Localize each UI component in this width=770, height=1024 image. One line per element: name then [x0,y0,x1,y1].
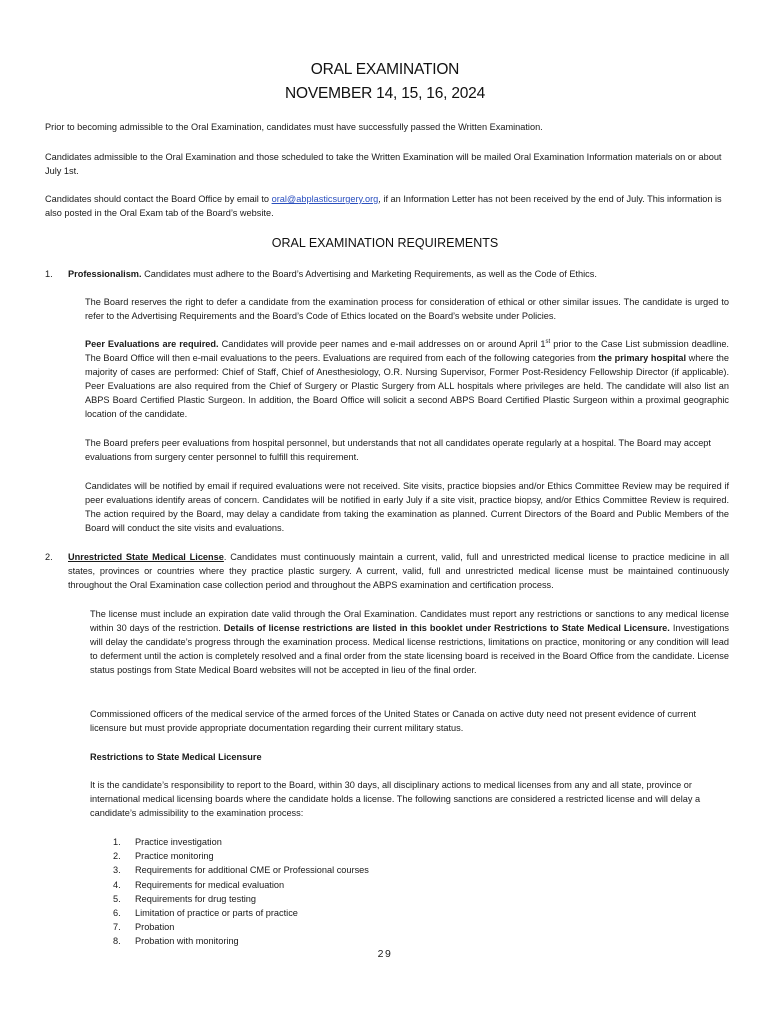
list-item: 1. Practice investigation [113,837,222,847]
peer-superscript: st [545,338,551,345]
item-1-text: Candidates must adhere to the Board’s Advertising and Marketing Requirements, as well as the Code of Ethics. [141,269,597,279]
intro-p3-text-b: , if an Information Letter has not been received by the end of July. This information is also posted in the Oral Exam tab of the Board’s website. [45,194,722,218]
list-item: 2. Practice monitoring [113,851,214,862]
license-details-bold: Details of license restrictions are listed in this booklet under Restrictions to State Medical Licensure. [223,623,670,633]
page-title: ORAL EXAMINATION [310,61,460,78]
notification-paragraph: Candidates will be notified by email if required evaluations were not received. Site visits, practice biopsies and/or Ethics Committee Review may be required if peer evaluations identify areas of concern. Candidates will be notified in early July if a site visit, practice biopsy, and/or Ethics Committee Review is required. The action required by the Board, may delay a candidate from taking the examination as planned. Current Directors of the Board and Public Members of the Board will conduct the site visits and evaluations. [85,481,729,533]
hospital-personnel-paragraph: The Board prefers peer evaluations from hospital personnel, but understands that not all candidates operate regularly at a hospital. The Board may accept evaluations from surgery center personnel to fulfill this requirement. [85,438,711,462]
license-text-b: Investigations will delay the candidate’s progress through the examination process. Medical license restrictions, limitations on practice, monitoring or any condition will lead to deferment until the action is completely resolved and a final order from the state licensing board is received in the Board Office from the candidate. License status postings from State Medical Board websites will not be accepted in lieu of the final order. [90,623,729,675]
list-item: 7. Probation [113,922,175,933]
page-number: 29 [377,948,393,960]
peer-text-c: where the majority of cases are performed: Chief of Staff, Chief of Anesthesiology, O.R. Nursing Supervisor, Former Post-Residency Fellowship Director (if applicable). Peer Evaluations are also required from the Chief of Surgery or Plastic Surgery from ALL hospitals where privileges are held. The candidate will also list an ABPS Board Certified Plastic Surgeon. In addition, the Board Office will solicit a second ABPS Board Certified Plastic Surgeon within a proximal geographic location of the candidate. [85,353,729,419]
intro-paragraph-3 [45,192,735,220]
peer-text-a: Candidates will provide peer names and e-mail addresses on or around April 1 [218,339,546,349]
peer-evaluations-heading: Peer Evaluations are required. [85,339,219,349]
item-2-heading: Unrestricted State Medical License [68,552,224,562]
list-item: 6. Limitation of practice or parts of practice [113,907,298,918]
military-paragraph: Commissioned officers of the medical service of the armed forces of the United States or Canada on active duty need not present evidence of current licensure but must provide appropriate documentation regarding their current military status. [90,709,697,733]
item-2-license [68,550,729,592]
intro-paragraph-2: Candidates admissible to the Oral Examination and those scheduled to take the Written Examination will be mailed Oral Examination Information materials on or about July 1st. [45,152,722,176]
restrictions-paragraph: It is the candidate’s responsibility to report to the Board, within 30 days, all disciplinary actions to medical licenses from any and all state, province or international medical licensing boards where the candidate holds a license. The following sanctions are considered a restricted license and will delay a candidate’s admissibility to the examination process: [90,780,701,818]
peer-evaluations-paragraph [85,337,729,421]
primary-hospital-text: the primary hospital [598,353,687,363]
section-heading: ORAL EXAMINATION REQUIREMENTS [271,236,499,250]
item-2-text: . Candidates must continuously maintain a current, valid, full and unrestricted medical license to practice medicine in all states, provinces or countries where they practice plastic surgery. A current, valid, full and unrestricted medical license must be maintained continuously throughout the Oral Examination case collection period and throughout the ABPS examination and certification process. [68,552,729,590]
intro-paragraph-1: Prior to becoming admissible to the Oral Examination, candidates must have successfully passed the Written Examination. [45,122,543,132]
intro-p3-text-a: Candidates should contact the Board Office by email to [45,194,272,204]
restrictions-heading: Restrictions to State Medical Licensure [90,752,262,762]
list-item: 4. Requirements for medical evaluation [113,879,285,890]
list-item: 8. Probation with monitoring [113,936,239,947]
exam-dates: NOVEMBER 14, 15, 16, 2024 [284,85,486,102]
list-item: 3. Requirements for additional CME or Professional courses [113,865,369,876]
list-item: 5. Requirements for drug testing [113,893,257,904]
email-link[interactable]: oral@abplasticsurgery.org [271,194,379,204]
professionalism-paragraph: The Board reserves the right to defer a candidate from the examination process for consideration of ethical or other similar issues. The candidate is urged to refer to the Advertising Requirements and the Board’s Code of Ethics located on the Board’s website under Policies. [85,297,729,321]
peer-text-b: prior to the Case List submission deadline. The Board Office will then e-mail evaluations to the peers. Evaluations are required from each of the following categories from [85,339,729,363]
item-number-1: 1. [45,269,53,279]
license-paragraph [90,607,729,677]
sanctions-list [113,835,369,949]
item-1-heading: Professionalism. [68,269,142,279]
license-text-a: The license must include an expiration date valid through the Oral Examination. Candidates must report any restrictions or sanctions to any medical license within 30 days of the restriction. [90,609,729,633]
item-number-2: 2. [45,552,53,562]
item-1-professionalism [68,267,735,281]
